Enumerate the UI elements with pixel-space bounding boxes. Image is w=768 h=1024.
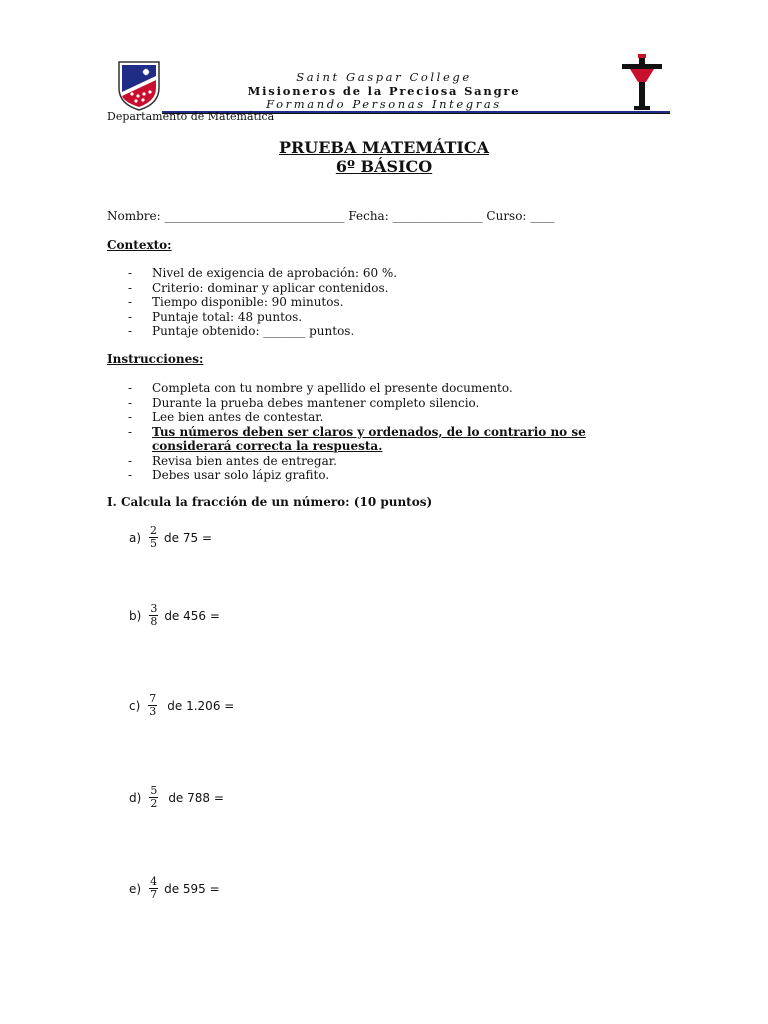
list-item: - Tus números deben ser claros y ordenados, de lo contrario no se (128, 424, 586, 439)
question-e (129, 876, 220, 901)
department-label: Departamento de Matemática (107, 110, 275, 123)
question-label: c) (129, 698, 141, 713)
cross-chalice-logo (616, 52, 668, 112)
list-item: - Tiempo disponible: 90 minutos. (128, 295, 344, 309)
list-item: - Lee bien antes de contestar. (128, 410, 324, 424)
list-item: - Criterio: dominar y aplicar contenidos. (128, 280, 389, 295)
grade-title: 6º BÁSICO (335, 157, 433, 176)
question-d (129, 785, 224, 810)
list-item: - Revisa bien antes de entregar. (128, 453, 337, 468)
question-c (129, 693, 234, 718)
test-title: PRUEBA MATEMÁTICA (278, 138, 490, 157)
list-item: considerará correcta la respuesta. (152, 439, 383, 453)
instructions-list (128, 381, 586, 483)
question-text: de 456 = (164, 608, 220, 623)
question-a (129, 525, 212, 550)
fraction: $\frac{3}{8}$ (150, 602, 158, 628)
course-field[interactable]: ____ (530, 209, 555, 223)
list-item: - Debes usar solo lápiz grafito. (128, 468, 330, 482)
section-1-heading: I. Calcula la fracción de un número: (10 puntos) (107, 495, 433, 509)
instructions-heading: Instrucciones: (107, 352, 204, 366)
list-item: - Puntaje obtenido: _______ puntos. (128, 324, 355, 338)
fraction: $\frac{4}{7}$ (150, 875, 158, 901)
question-label: d) (129, 790, 142, 805)
list-item: - Durante la prueba debes mantener completo silencio. (128, 395, 480, 410)
question-text: de 595 = (164, 881, 220, 896)
fraction: $\frac{7}{3}$ (149, 692, 157, 718)
school-crest-logo (116, 58, 162, 112)
list-item: - Puntaje total: 48 puntos. (128, 309, 303, 324)
question-text: de 75 = (164, 530, 212, 545)
student-info-line (107, 209, 554, 223)
question-b (129, 603, 220, 628)
question-text: de 1.206 = (167, 698, 235, 713)
question-label: b) (129, 608, 142, 623)
question-label: a) (129, 530, 142, 545)
date-field[interactable]: _______________ (392, 209, 483, 223)
motto: Formando Personas Integras (266, 97, 502, 111)
context-heading: Contexto: (107, 238, 172, 252)
date-label: Fecha: (348, 209, 389, 223)
fraction: $\frac{2}{5}$ (150, 524, 158, 550)
name-label: Nombre: (107, 209, 161, 223)
order-name: Misioneros de la Preciosa Sangre (247, 84, 521, 98)
college-name: Saint Gaspar College (296, 70, 472, 84)
context-list (128, 266, 397, 339)
question-text: de 788 = (168, 790, 224, 805)
course-label: Curso: (486, 209, 527, 223)
question-label: e) (129, 881, 142, 896)
list-item: - Nivel de exigencia de aprobación: 60 %. (128, 266, 398, 280)
name-field[interactable]: ______________________________ (164, 209, 345, 223)
list-item: - Completa con tu nombre y apellido el presente documento. (128, 381, 513, 395)
fraction: $\frac{5}{2}$ (150, 784, 158, 810)
